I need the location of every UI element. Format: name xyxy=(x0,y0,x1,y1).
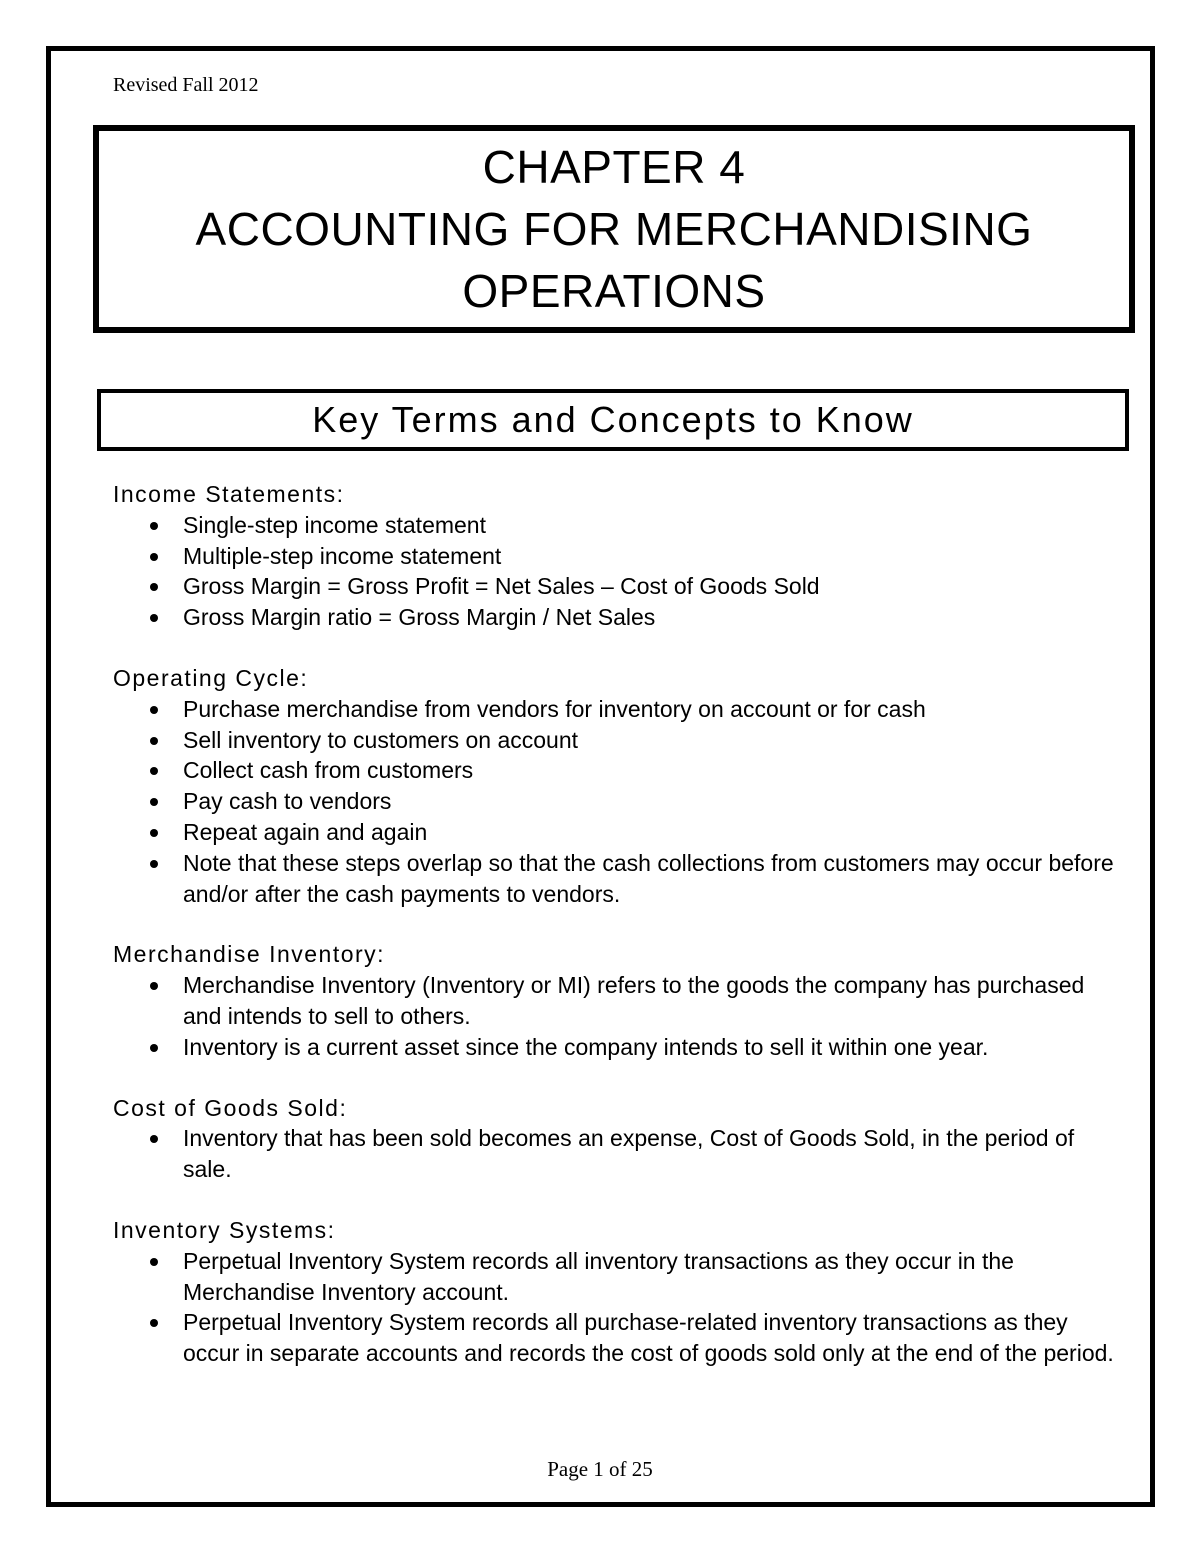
chapter-title-line-1: ACCOUNTING FOR MERCHANDISING xyxy=(195,203,1033,255)
bullet-list xyxy=(113,1246,1123,1369)
list-item: Repeat again and again xyxy=(113,817,1123,848)
section-heading: Operating Cycle: xyxy=(113,664,309,691)
list-item: Gross Margin ratio = Gross Margin / Net Sales xyxy=(113,602,1123,633)
chapter-title-line-2: OPERATIONS xyxy=(462,265,766,317)
list-item: Purchase merchandise from vendors for inventory on account or for cash xyxy=(113,694,1123,725)
section-inventory-systems xyxy=(113,1215,1123,1369)
list-item: Single-step income statement xyxy=(113,510,1123,541)
section-cost-of-goods-sold xyxy=(113,1093,1123,1185)
bullet-list xyxy=(113,970,1123,1062)
section-merchandise-inventory xyxy=(113,939,1123,1062)
chapter-number: CHAPTER 4 xyxy=(482,141,746,193)
section-heading: Income Statements: xyxy=(113,481,345,507)
list-item: Collect cash from customers xyxy=(113,755,1123,786)
list-item: Note that these steps overlap so that the cash collections from customers may occur before and/or after the cash payments to vendors. xyxy=(113,848,1123,910)
list-item: Sell inventory to customers on account xyxy=(113,725,1123,756)
list-item: Inventory is a current asset since the company intends to sell it within one year. xyxy=(113,1032,1123,1063)
revised-date: Revised Fall 2012 xyxy=(113,74,259,96)
list-item: Inventory that has been sold becomes an expense, Cost of Goods Sold, in the period of sale. xyxy=(113,1123,1123,1185)
section-income-statements xyxy=(113,479,1123,633)
list-item: Merchandise Inventory (Inventory or MI) refers to the goods the company has purchased and intends to sell to others. xyxy=(113,970,1123,1032)
bullet-list xyxy=(113,1123,1123,1185)
list-item: Perpetual Inventory System records all inventory transactions as they occur in the Merchandise Inventory account. xyxy=(113,1246,1123,1308)
page-number: Page 1 of 25 xyxy=(547,1457,653,1481)
section-heading: Inventory Systems: xyxy=(113,1216,336,1243)
section-heading: Cost of Goods Sold: xyxy=(113,1094,348,1121)
list-item: Perpetual Inventory System records all purchase-related inventory transactions as they occur in separate accounts and records the cost of goods sold only at the end of the period. xyxy=(113,1307,1123,1369)
list-item: Multiple-step income statement xyxy=(113,541,1123,572)
key-terms-heading: Key Terms and Concepts to Know xyxy=(97,389,1129,451)
chapter-title-box xyxy=(93,125,1135,333)
list-item: Gross Margin = Gross Profit = Net Sales – Cost of Goods Sold xyxy=(113,571,1123,602)
list-item: Pay cash to vendors xyxy=(113,786,1123,817)
section-operating-cycle xyxy=(113,663,1123,909)
bullet-list xyxy=(113,694,1123,910)
section-heading: Merchandise Inventory: xyxy=(113,941,386,968)
bullet-list xyxy=(113,510,1123,633)
content xyxy=(113,479,1123,1399)
